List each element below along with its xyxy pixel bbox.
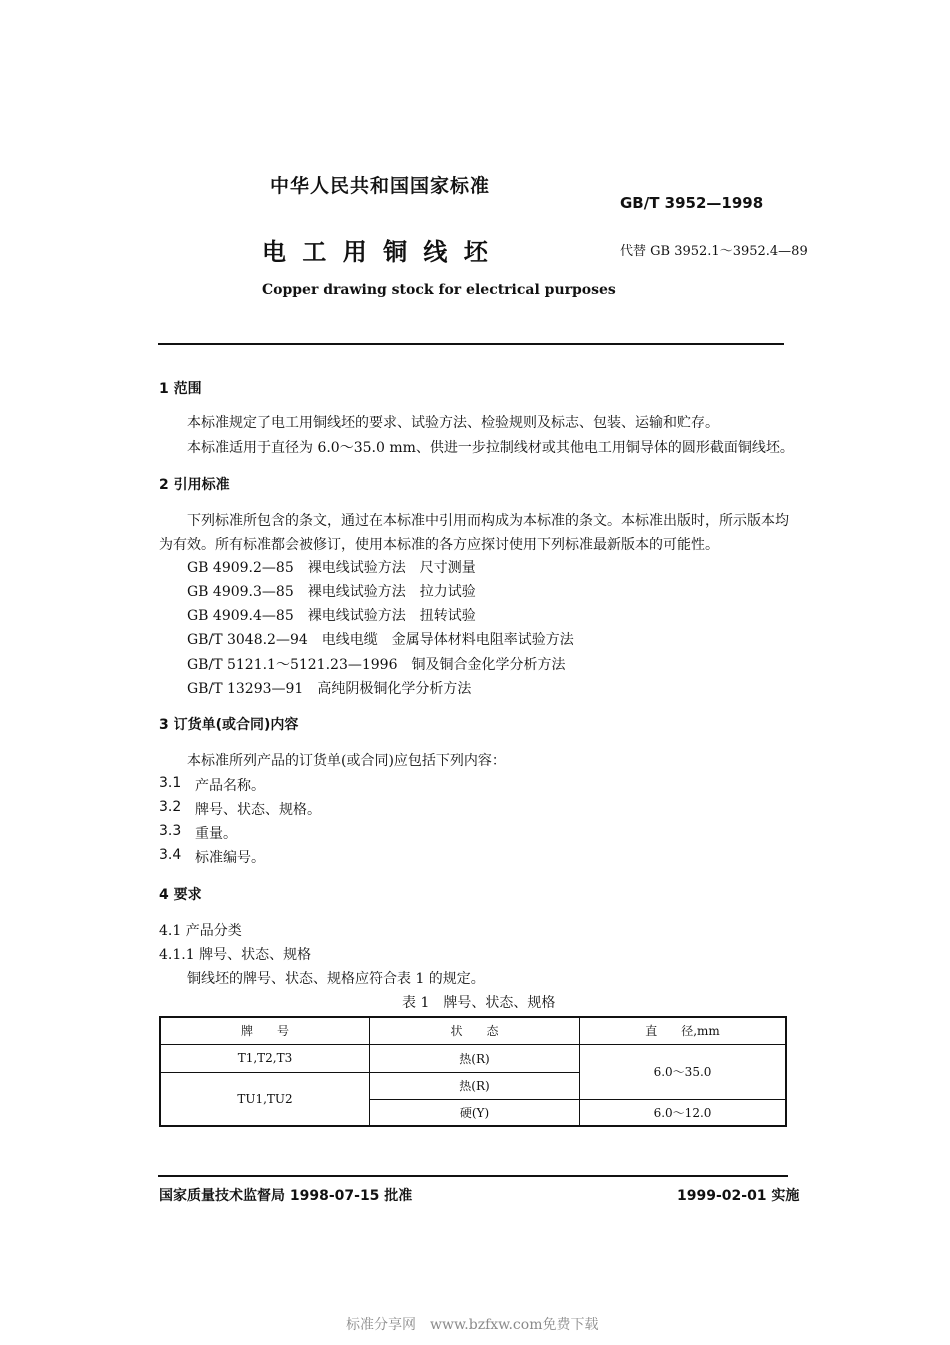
cell-grade: T1,T2,T3 (160, 1044, 370, 1072)
item-number: 3.2 (159, 799, 182, 815)
english-title: Copper drawing stock for electrical purposes (262, 282, 616, 298)
approval-note: 国家质量技术监督局 1998-07-15 批准 (159, 1188, 413, 1204)
header-diameter: 直 径,mm (580, 1017, 787, 1044)
item-text: 牌号、状态、规格。 (195, 802, 321, 818)
cell-diameter: 6.0～35.0 (580, 1044, 787, 1099)
reference-item: GB/T 5121.1～5121.23—1996 铜及铜合金化学分析方法 (187, 657, 566, 673)
standard-number: GB/T 3952—1998 (620, 194, 764, 212)
cell-state: 热(R) (370, 1072, 580, 1099)
cell-diameter: 6.0～12.0 (580, 1099, 787, 1126)
section-2-para-line-2: 为有效。所有标准都会被修订，使用本标准的各方应探讨使用下列标准最新版本的可能性。 (159, 537, 719, 553)
reference-item: GB 4909.3—85 裸电线试验方法 拉力试验 (187, 584, 476, 600)
subsection-4-1-1: 4.1.1 牌号、状态、规格 (159, 947, 312, 963)
cell-grade: TU1,TU2 (160, 1072, 370, 1126)
footer-divider (158, 1175, 788, 1177)
section-2-para-line-1: 下列标准所包含的条文，通过在本标准中引用而构成为本标准的条文。本标准出版时，所示版本均 (187, 513, 789, 529)
watermark: 标准分享网 www.bzfxw.com免费下载 (346, 1317, 599, 1333)
item-text: 标准编号。 (195, 850, 265, 866)
effective-date: 1999-02-01 实施 (677, 1188, 800, 1204)
reference-item: GB/T 13293—91 高纯阴极铜化学分析方法 (187, 681, 472, 697)
item-number: 3.3 (159, 823, 182, 839)
table-row (160, 1044, 786, 1072)
section-2-heading: 2 引用标准 (159, 477, 230, 493)
spec-table (159, 1016, 787, 1127)
item-text: 产品名称。 (195, 778, 265, 794)
item-number: 3.4 (159, 847, 182, 863)
document-title: 电 工 用 铜 线 坯 (262, 238, 492, 266)
org-title: 中华人民共和国国家标准 (270, 175, 491, 197)
section-3-intro: 本标准所列产品的订货单(或合同)应包括下列内容： (187, 753, 506, 769)
header-divider (158, 343, 784, 345)
subsection-4-1-1-text: 铜线坯的牌号、状态、规格应符合表 1 的规定。 (187, 971, 485, 987)
subsection-4-1: 4.1 产品分类 (159, 923, 242, 939)
section-1-para-1: 本标准规定了电工用铜线坯的要求、试验方法、检验规则及标志、包装、运输和贮存。 (187, 415, 719, 431)
reference-item: GB 4909.2—85 裸电线试验方法 尺寸测量 (187, 560, 476, 576)
item-number: 3.1 (159, 775, 182, 791)
section-4-heading: 4 要求 (159, 887, 202, 903)
header-grade: 牌 号 (160, 1017, 370, 1044)
section-1-para-2: 本标准适用于直径为 6.0～35.0 mm、供进一步拉制线材或其他电工用铜导体的圆形截面铜线坯。 (187, 440, 794, 456)
section-3-heading: 3 订货单(或合同)内容 (159, 717, 299, 733)
table-caption: 表 1 牌号、状态、规格 (402, 995, 556, 1011)
reference-item: GB 4909.4—85 裸电线试验方法 扭转试验 (187, 608, 476, 624)
cell-state: 热(R) (370, 1044, 580, 1072)
cell-state: 硬(Y) (370, 1099, 580, 1126)
replaces-note: 代替 GB 3952.1～3952.4—89 (620, 244, 808, 259)
section-1-heading: 1 范围 (159, 381, 202, 397)
table-header-row (160, 1017, 786, 1044)
reference-item: GB/T 3048.2—94 电线电缆 金属导体材料电阻率试验方法 (187, 632, 574, 648)
item-text: 重量。 (195, 826, 237, 842)
header-state: 状 态 (370, 1017, 580, 1044)
